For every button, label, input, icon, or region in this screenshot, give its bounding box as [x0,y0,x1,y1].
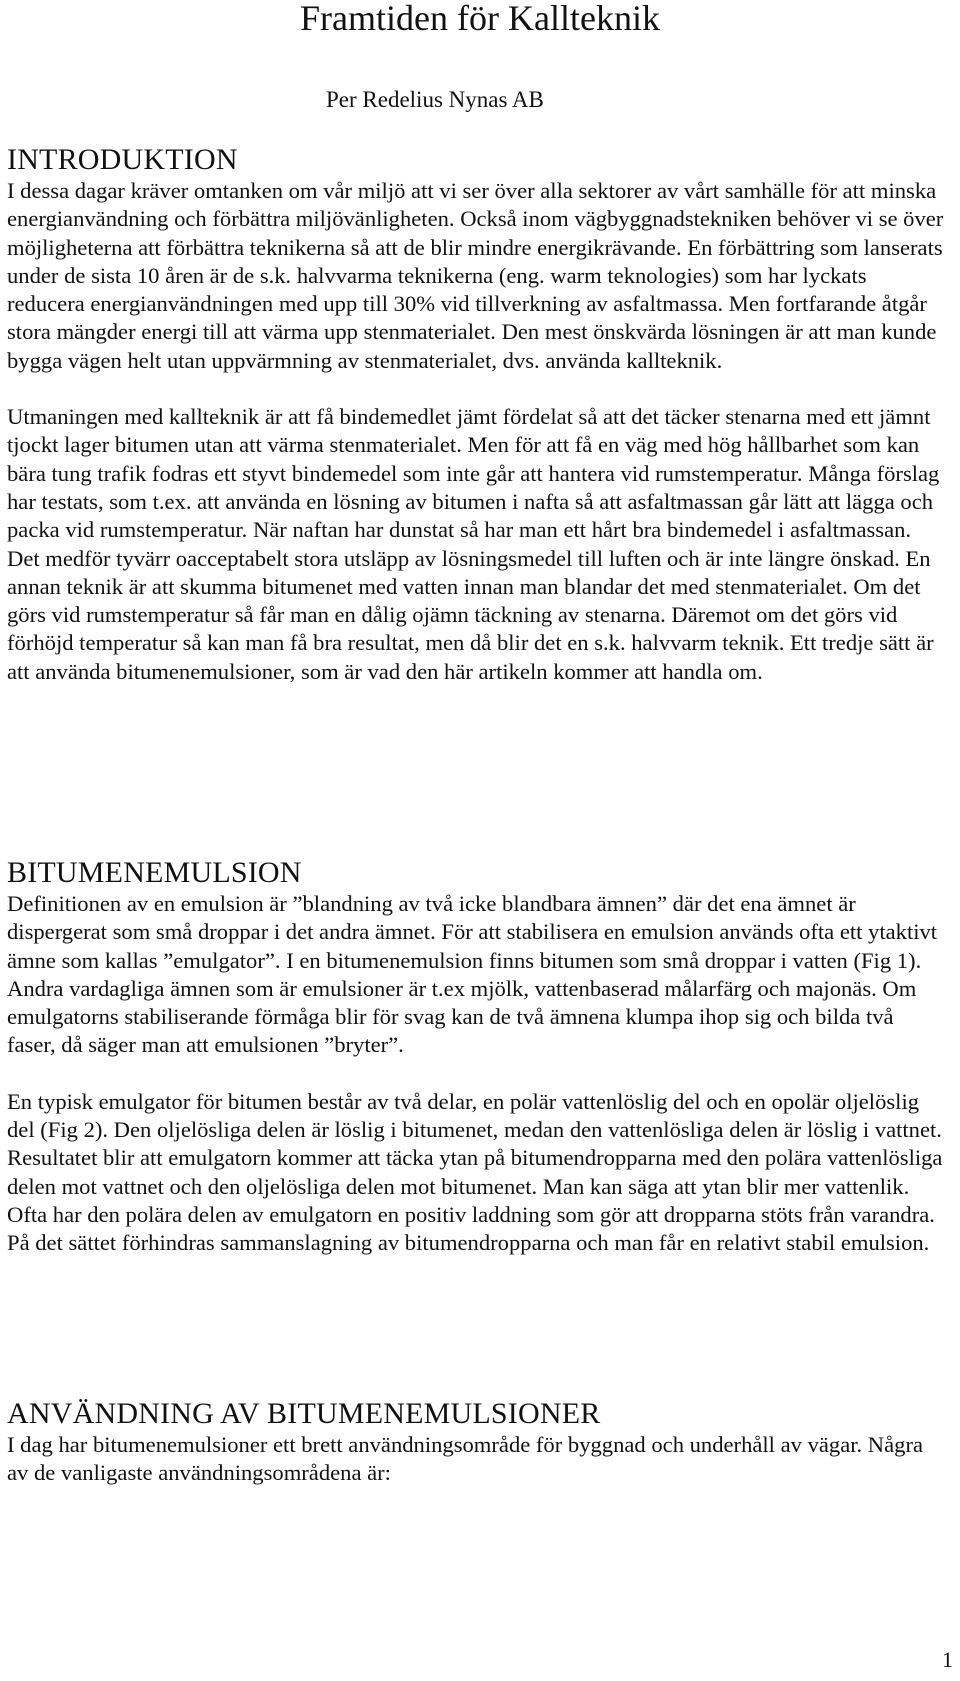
body-paragraph: En typisk emulgator för bitumen består av två delar, en polär vattenlöslig del och en opolär oljelöslig del (Fig 2). Den oljelösliga delen är löslig i bitumenet, medan den vattenlösliga delen är löslig i vattnet. Resultatet blir att emulgatorn kommer att täcka ytan på bitumendropparna med den polära vattenlösliga delen mot vattnet och den oljelösliga delen mot bitumenet. Man kan säga att ytan blir mer vattenlik. Ofta har den polära delen av emulgatorn en positiv laddning som gör att dropparna stöts från varandra. På det sättet förhindras sammanslagning av bitumendropparna och man får en relativt stabil emulsion. [7,1088,943,1256]
section-heading: BITUMENEMULSION [7,856,302,889]
document-title: Framtiden för Kallteknik [300,0,660,38]
page-number: 1 [942,1647,953,1672]
section-introduktion [7,143,947,686]
body-paragraph: Utmaningen med kallteknik är att få bindemedlet jämt fördelat så att det täcker stenarna med ett jämnt tjockt lager bitumen utan att värma stenmaterialet. Men för att få en väg med hög hållbarhet som kan bära tung trafik fodras ett styvt bindemedel som inte går att hantera vid rumstemperatur. Många förslag har testats, som t.ex. att använda en lösning av bitumen i nafta så att asfaltmassan går lätt att lägga och packa vid rumstemperatur. När naftan har dunstat så har man ett hårt bra bindemedel i asfaltmassan. Det medför tyvärr oacceptabelt stora utsläpp av lösningsmedel till luften och är inte längre önskad. En annan teknik är att skumma bitumenet med vatten innan man blandar det med stenmaterialet. Om det görs vid rumstemperatur så får man en dålig ojämn täckning av stenarna. Däremot om det görs vid förhöjd temperatur så kan man få bra resultat, men då blir det en s.k. halvvarm teknik. Ett tredje sätt är att använda bitumenemulsioner, som är vad den här artikeln kommer att handla om. [7,404,940,684]
body-paragraph: I dag har bitumenemulsioner ett brett användningsområde för byggnad och underhåll av vägar. Några av de vanligaste användningsområdena är: [7,1432,923,1486]
section-bitumenemulsion [7,856,947,1258]
section-anvandning [7,1397,947,1488]
body-paragraph: Definitionen av en emulsion är ”blandning av två icke blandbara ämnen” där det ena ämnet är dispergerat som små droppar i det andra ämnet. För att stabilisera en emulsion används ofta ett ytaktivt ämne som kallas ”emulgator”. I en bitumenemulsion finns bitumen som små droppar i vatten (Fig 1). Andra vardagliga ämnen som är emulsioner är t.ex mjölk, vattenbaserad målarfärg och majonäs. Om emulgatorns stabiliserande förmåga blir för svag kan de två ämnena klumpa ihop sig och bilda två faser, då säger man att emulsionen ”bryter”. [7,891,938,1058]
section-heading: INTRODUKTION [7,143,238,176]
document-author: Per Redelius Nynas AB [326,87,544,112]
section-heading: ANVÄNDNING AV BITUMENEMULSIONER [7,1397,601,1430]
body-paragraph: I dessa dagar kräver omtanken om vår miljö att vi ser över alla sektorer av vårt samhälle för att minska energianvändning och förbättra miljövänligheten. Också inom vägbyggnadstekniken behöver vi se över möjligheterna att förbättra teknikerna så att de blir mindre energikrävande. En förbättring som lanserats under de sista 10 åren är de s.k. halvvarma teknikerna (eng. warm teknologies) som har lyckats reducera energianvändningen med upp till 30% vid tillverkning av asfaltmassa. Men fortfarande åtgår stora mängder energi till att värma upp stenmaterialet. Den mest önskvärda lösningen är att man kunde bygga vägen helt utan uppvärmning av stenmaterialet, dvs. använda kallteknik. [7,178,944,373]
